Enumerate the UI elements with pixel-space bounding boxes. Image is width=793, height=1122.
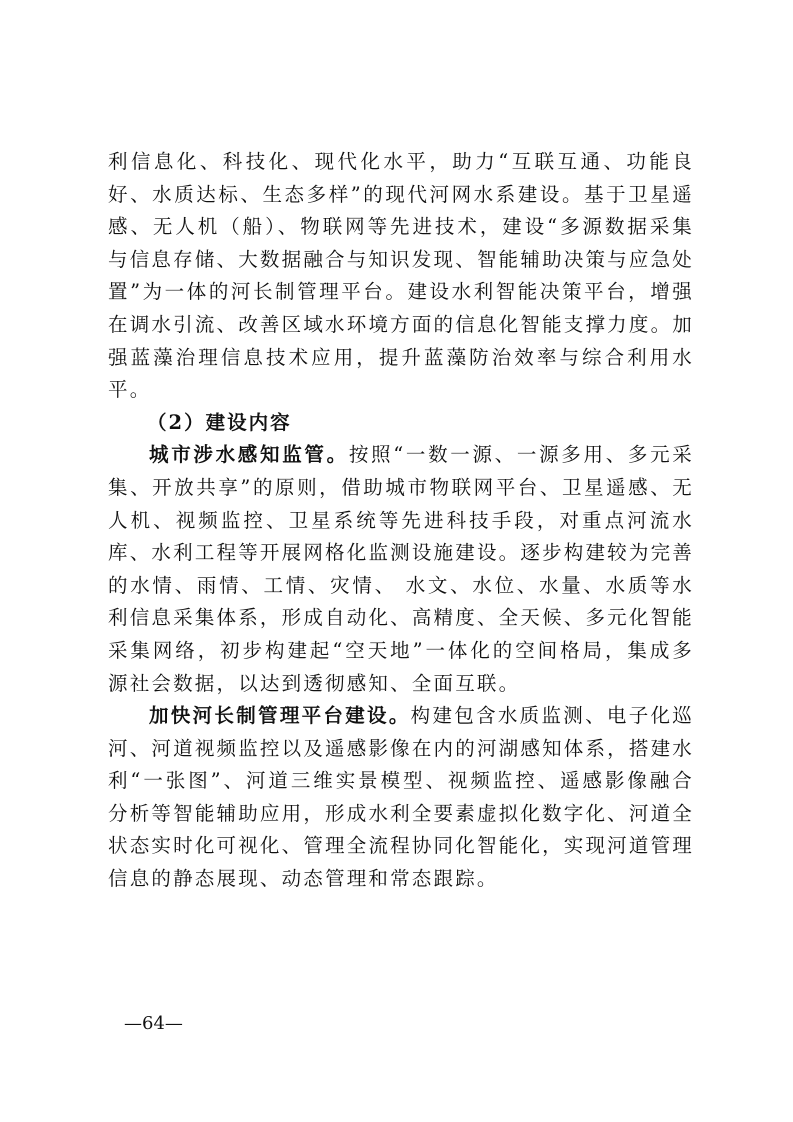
paragraph-urban-sensing [108, 439, 694, 700]
paragraph-river-chief-platform [108, 700, 694, 896]
paragraph-body: 按照“一数一源、一源多用、多元采集、开放共享”的原则，借助城市物联网平台、卫星遥感、无人机、视频监控、卫星系统等先进科技手段，对重点河流水库、水利工程等开展网格化监测设施建设。逐步构建较为完善的水情、雨情、工情、灾情、 水文、水位、水量、水质等水利信息采集体系，形成自动化、高精度、全天候、多元化智能采集网络，初步构建起“空天地”一体化的空间格局，集成多源社会数据，以达到透彻感知、全面互联。 [108, 443, 694, 695]
paragraph-lead-bold: 城市涉水感知监管。 [149, 443, 349, 467]
body-text [108, 146, 694, 896]
paragraph-lead-bold: 加快河长制管理平台建设。 [149, 704, 411, 728]
paragraph-continued: 利信息化、科技化、现代化水平，助力“互联互通、功能良好、水质达标、生态多样”的现代河网水系建设。基于卫星遥感、无人机（船）、物联网等先进技术，建设“多源数据采集与信息存储、大数据融合与知识发现、智能辅助决策与应急处置”为一体的河长制管理平台。建设水利智能决策平台，增强在调水引流、改善区域水环境方面的信息化智能支撑力度。加强蓝藻治理信息技术应用，提升蓝藻防治效率与综合利用水平。 [108, 150, 694, 402]
section-heading: （2）建设内容 [147, 410, 292, 434]
paragraph-body: 构建包含水质监测、电子化巡河、河道视频监控以及遥感影像在内的河湖感知体系，搭建水利“一张图”、河道三维实景模型、视频监控、遥感影像融合分析等智能辅助应用，形成水利全要素虚拟化数字化、河道全状态实时化可视化、管理全流程协同化智能化，实现河道管理信息的静态展现、动态管理和常态跟踪。 [108, 704, 694, 891]
page-number: —64— [124, 1013, 183, 1034]
